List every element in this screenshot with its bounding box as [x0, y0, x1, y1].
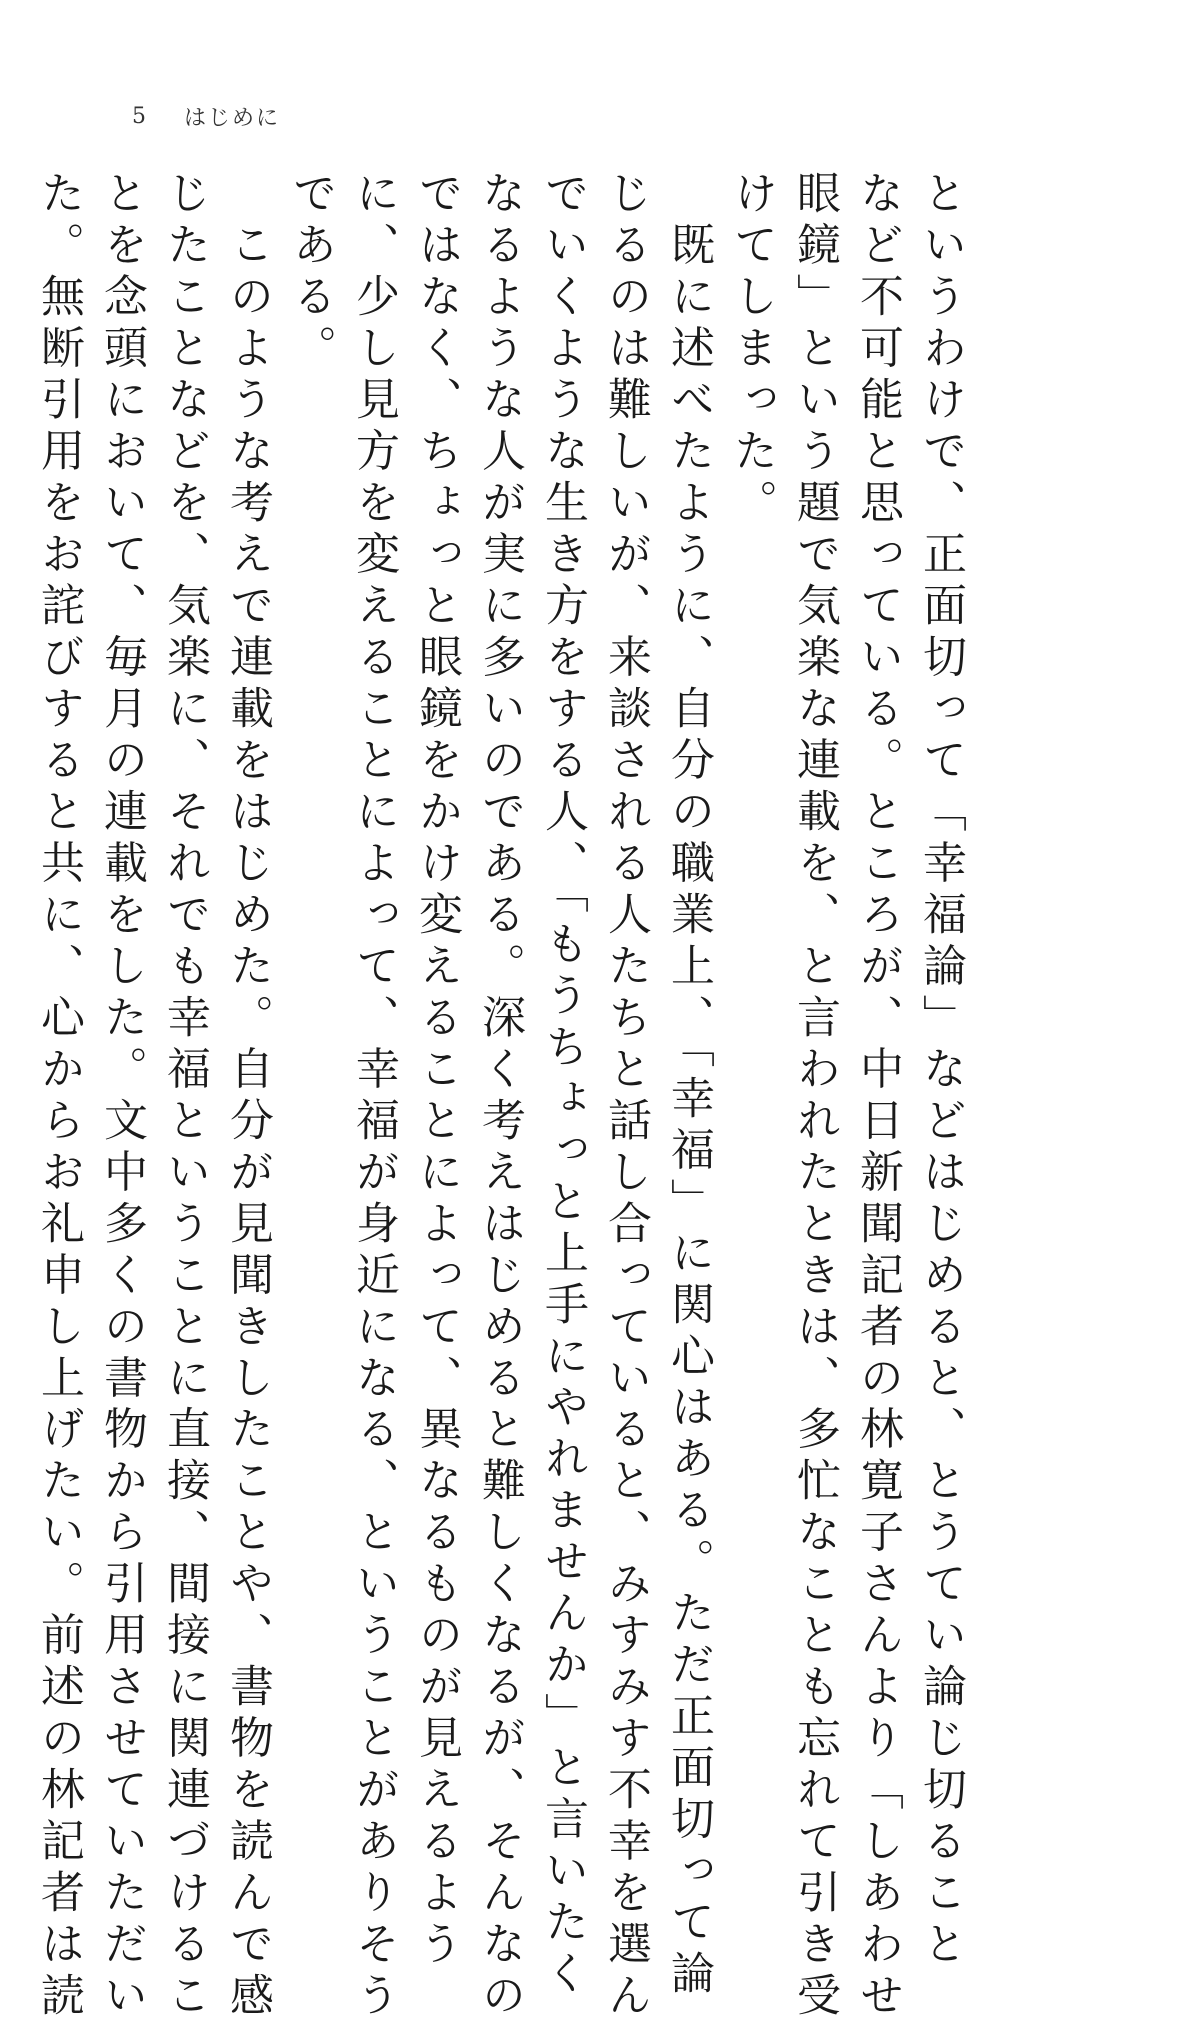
paragraph-1 — [720, 170, 972, 2023]
text-line: 眼鏡」という題で気楽な連載を、と言われたときは、多忙なことも忘れて引き受 — [789, 170, 840, 2023]
paragraph-2 — [279, 170, 720, 2023]
text-line: とを念頭において、毎月の連載をした。文中多くの書物から引用させていただい — [96, 170, 147, 2023]
text-line: に、少し見方を変えることによって、幸福が身近になる、ということがありそう — [348, 170, 399, 2023]
text-line: じるのは難しいが、来談される人たちと話し合っていると、みすみす不幸を選ん — [600, 170, 651, 2023]
chapter-title: はじめに — [184, 105, 281, 131]
page-number: 5 — [132, 103, 146, 129]
text-line: じたことなどを、気楽に、それでも幸福ということに直接、間接に関連づけるこ — [159, 170, 210, 2023]
text-line: た。無断引用をお詫びすると共に、心からお礼申し上げたい。前述の林記者は読 — [33, 170, 84, 2023]
text-line: ではなく、ちょっと眼鏡をかけ変えることによって、異なるものが見えるよう — [411, 170, 462, 1972]
text-line: でいくような生き方をする人、「もうちょっと上手にやれませんか」と言いたく — [537, 170, 588, 2002]
text-line: このような考えで連載をはじめた。自分が見聞きしたことや、書物を読んで感 — [222, 170, 273, 2023]
running-head — [132, 100, 280, 132]
text-line: というわけで、正面切って「幸福論」などはじめると、とうてい論じ切ること — [915, 170, 966, 1972]
paragraph-3 — [27, 170, 279, 2023]
body-text — [27, 170, 972, 2023]
text-line: など不可能と思っている。ところが、中日新聞記者の林寛子さんより「しあわせ — [852, 170, 903, 2023]
text-line: なるような人が実に多いのである。深く考えはじめると難しくなるが、そんなの — [474, 170, 525, 2023]
text-line: である。 — [285, 170, 336, 376]
text-line: けてしまった。 — [726, 170, 777, 531]
text-line: 既に述べたように、自分の職業上、「幸福」に関心はある。ただ正面切って論 — [663, 170, 714, 2002]
